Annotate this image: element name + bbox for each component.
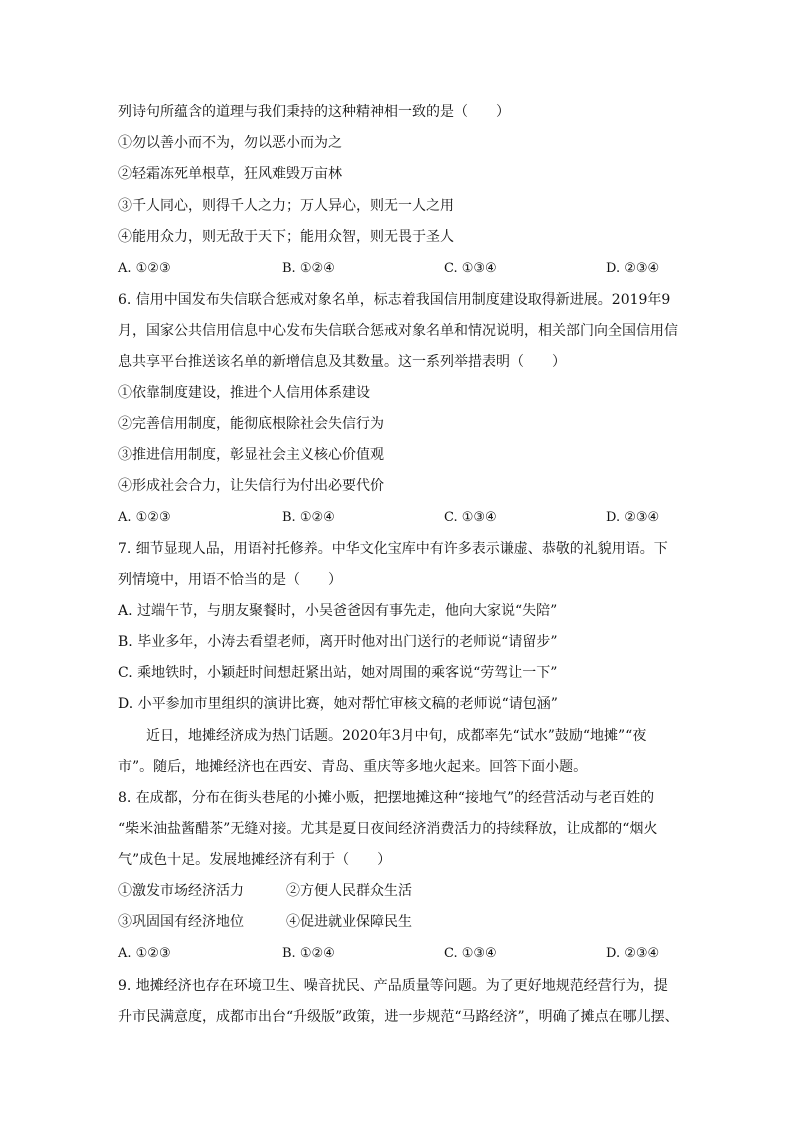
material-line-1: 近日，地摊经济成为热门话题。2020年3月中旬，成都率先“试水”鼓励“地摊”“夜 (146, 728, 647, 744)
q8-item-1: ①激发市场经济活力 (118, 883, 244, 899)
q6-stem-line-2: 月，国家公共信用信息中心发布失信联合惩戒对象名单和情况说明，相关部门向全国信用信 (118, 323, 678, 339)
q8-item-3: ③巩固国有经济地位 (118, 914, 244, 930)
q8-stem-line-2: “柴米油盐酱醋茶”无缝对接。尤其是夏日夜间经济消费活力的持续释放，让成都的“烟火 (118, 821, 658, 837)
material-line-2: 市”。随后，地摊经济也在西安、青岛、重庆等多地火起来。回答下面小题。 (118, 759, 588, 775)
q7-option-a: A. 过端午节，与朋友聚餐时，小吴爸爸因有事先走，他向大家说“失陪” (118, 603, 558, 619)
q8-choice-a: A. ①②③ (118, 946, 171, 961)
q6-choice-d: D. ②③④ (606, 510, 660, 525)
q8-choice-d: D. ②③④ (606, 946, 660, 961)
q9-stem-line-2: 升市民满意度，成都市出台“升级版”政策，进一步规范“马路经济”，明确了摊点在哪儿摆、 (118, 1009, 679, 1025)
q5-item-1: ①勿以善小而不为，勿以恶小而为之 (118, 135, 342, 151)
q7-option-c: C. 乘地铁时，小颖赶时间想赶紧出站，她对周围的乘客说“劳驾让一下” (118, 665, 558, 681)
q8-choice-c: C. ①③④ (444, 946, 497, 961)
q6-choice-a: A. ①②③ (118, 510, 171, 525)
q8-stem-line-3: 气”成色十足。发展地摊经济有利于（ ） (118, 852, 392, 868)
q8-item-4: ④促进就业保障民生 (286, 914, 412, 930)
q6-choice-c: C. ①③④ (444, 510, 497, 525)
q5-choice-b: B. ①②④ (282, 261, 335, 276)
q5-item-3: ③千人同心，则得千人之力；万人异心，则无一人之用 (118, 198, 454, 214)
q6-item-4: ④形成社会合力，让失信行为付出必要代价 (118, 478, 384, 494)
q5-item-4: ④能用众力，则无敌于天下；能用众智，则无畏于圣人 (118, 229, 454, 245)
q5-choice-c: C. ①③④ (444, 261, 497, 276)
q6-item-2: ②完善信用制度，能彻底根除社会失信行为 (118, 416, 384, 432)
q8-choice-b: B. ①②④ (282, 946, 335, 961)
q8-stem-line-1: 8. 在成都，分布在街头巷尾的小摊小贩，把摆地摊这种“接地气”的经营活动与老百姓的 (118, 790, 655, 806)
q6-stem-line-1: 6. 信用中国发布失信联合惩戒对象名单，标志着我国信用制度建设取得新进展。2019年9 (118, 292, 671, 308)
q5-stem-end: 列诗句所蕴含的道理与我们秉持的这种精神相一致的是（ ） (118, 104, 510, 120)
q6-item-3: ③推进信用制度，彰显社会主义核心价值观 (118, 447, 384, 463)
q5-choice-d: D. ②③④ (606, 261, 660, 276)
q6-choice-b: B. ①②④ (282, 510, 335, 525)
q5-choice-a: A. ①②③ (118, 261, 171, 276)
q7-option-d: D. 小平参加市里组织的演讲比赛，她对帮忙审核文稿的老师说“请包涵” (118, 696, 558, 712)
q7-option-b: B. 毕业多年，小涛去看望老师，离开时他对出门送行的老师说“请留步” (118, 634, 558, 650)
q8-item-2: ②方便人民群众生活 (286, 883, 412, 899)
q9-stem-line-1: 9. 地摊经济也存在环境卫生、噪音扰民、产品质量等问题。为了更好地规范经营行为，提 (118, 978, 668, 994)
q7-stem-line-2: 列情境中，用语不恰当的是（ ） (118, 572, 342, 588)
q6-stem-line-3: 息共享平台推送该名单的新增信息及其数量。这一系列举措表明（ ） (118, 354, 566, 370)
q7-stem-line-1: 7. 细节显现人品，用语衬托修养。中华文化宝库中有许多表示谦虚、恭敬的礼貌用语。下 (118, 541, 668, 557)
q5-item-2: ②轻霜冻死单根草，狂风难毁万亩林 (118, 166, 342, 182)
q6-item-1: ①依靠制度建设，推进个人信用体系建设 (118, 385, 370, 401)
